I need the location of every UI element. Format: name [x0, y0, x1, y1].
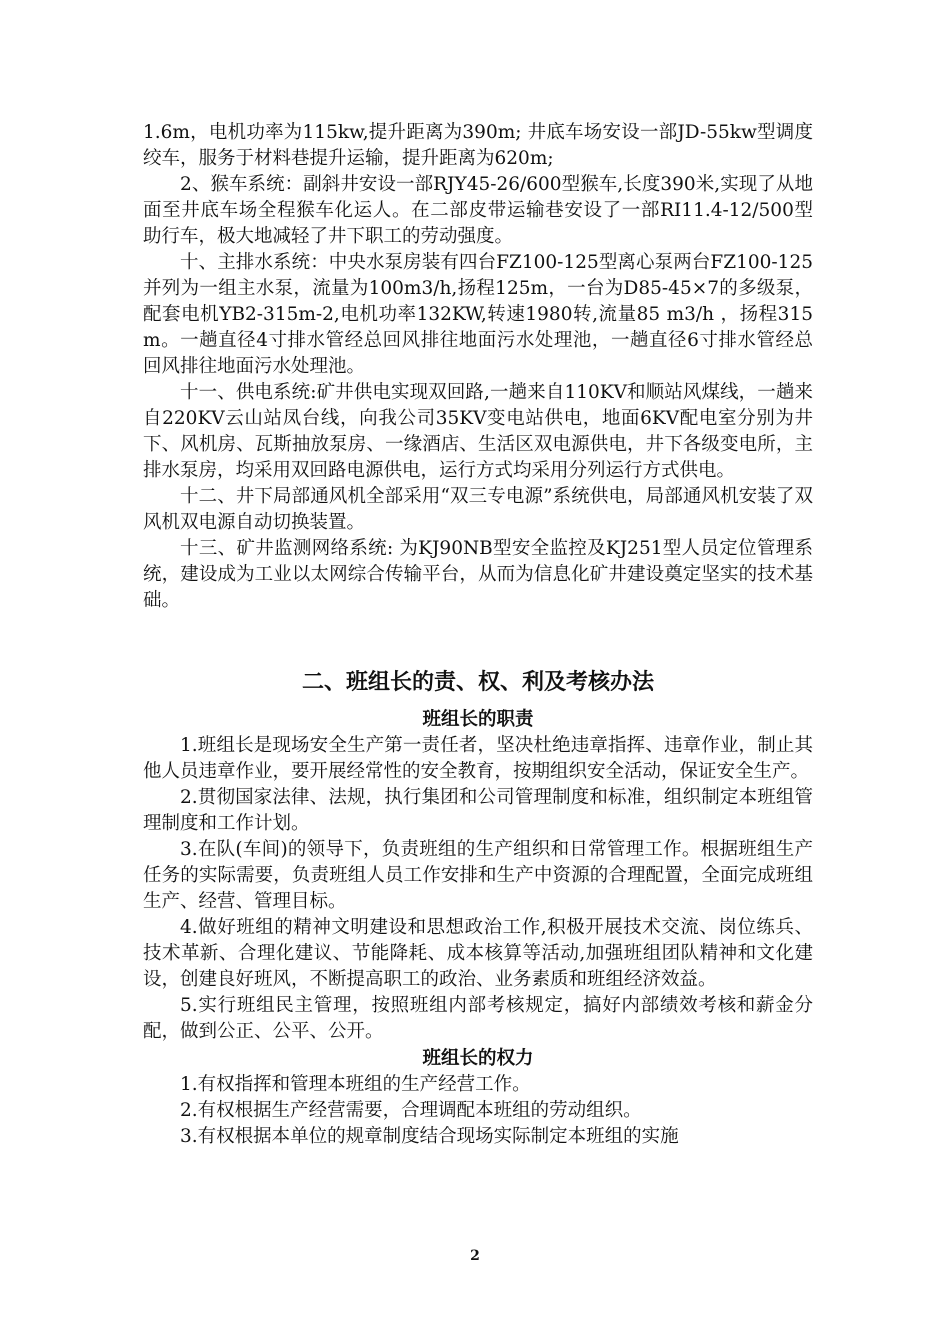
paragraph: 十二、井下局部通风机全部采用“双三专电源”系统供电，局部通风机安装了双风机双电源自动切换装置。	[143, 486, 813, 533]
paragraph: 5.实行班组民主管理，按照班组内部考核规定，搞好内部绩效考核和薪金分配，做到公正、公平、公开。	[143, 995, 813, 1042]
page-number: 2	[470, 1248, 480, 1264]
section-mine-systems	[143, 120, 813, 614]
duties-heading: 班组长的职责	[422, 709, 534, 730]
duties-list	[143, 733, 813, 1045]
paragraph: 3.有权根据本单位的规章制度结合现场实际制定本班组的实施	[180, 1126, 679, 1147]
paragraph: 十、主排水系统：中央水泵房装有四台FZ100-125型离心泵两台FZ100-125并列为一组主水泵，流量为100m3/h,扬程125m，一台为D85-45×7的多级泵，配套电机YB2-315m-2,电机功率132KW,转速1980转,流量85 m3/h ，扬程315m。一趟直径4寸排水管经总回风排往地面污水处理池，一趟直径6寸排水管经总回风排往地面污水处理池。	[143, 252, 813, 377]
paragraph: 2、猴车系统：副斜井安设一部RJY45-26/600型猴车,长度390米,实现了从地面至井底车场全程猴车化运人。在二部皮带运输巷安设了一部RI11.4-12/500型助行车，极大地减轻了井下职工的劳动强度。	[143, 174, 813, 247]
paragraph: 2.贯彻国家法律、法规，执行集团和公司管理制度和标准，组织制定本班组管理制度和工作计划。	[143, 787, 813, 834]
powers-heading: 班组长的权力	[422, 1048, 534, 1069]
document-page	[143, 120, 813, 1150]
paragraph: 1.6m，电机功率为115kw,提升距离为390m; 井底车场安设一部JD-55kw型调度绞车，服务于材料巷提升运输，提升距离为620m;	[143, 122, 813, 169]
section-title: 二、班组长的责、权、利及考核办法	[301, 670, 654, 695]
paragraph: 1.有权指挥和管理本班组的生产经营工作。	[180, 1074, 531, 1095]
paragraph: 2.有权根据生产经营需要，合理调配本班组的劳动组织。	[180, 1100, 642, 1121]
paragraph: 4.做好班组的精神文明建设和思想政治工作,积极开展技术交流、岗位练兵、技术革新、合理化建议、节能降耗、成本核算等活动,加强班组团队精神和文化建设，创建良好班风，不断提高职工的政治、业务素质和班组经济效益。	[143, 917, 813, 990]
paragraph: 十一、供电系统:矿井供电实现双回路,一趟来自110KV和顺站风煤线，一趟来自220KV云山站凤台线，向我公司35KV变电站供电，地面6KV配电室分别为井下、风机房、瓦斯抽放泵房、一缘酒店、生活区双电源供电，井下各级变电所，主排水泵房，均采用双回路电源供电，运行方式均采用分列运行方式供电。	[143, 382, 813, 481]
paragraph: 十三、矿井监测网络系统: 为KJ90NB型安全监控及KJ251型人员定位管理系统，建设成为工业以太网综合传输平台，从而为信息化矿井建设奠定坚实的技术基础。	[143, 538, 813, 611]
paragraph: 1.班组长是现场安全生产第一责任者，坚决杜绝违章指挥、违章作业，制止其他人员违章作业，要开展经常性的安全教育，按期组织安全活动，保证安全生产。	[143, 735, 813, 782]
powers-list	[143, 1072, 813, 1150]
paragraph: 3.在队(车间)的领导下，负责班组的生产组织和日常管理工作。根据班组生产任务的实际需要，负责班组人员工作安排和生产中资源的合理配置，全面完成班组生产、经营、管理目标。	[143, 839, 813, 912]
